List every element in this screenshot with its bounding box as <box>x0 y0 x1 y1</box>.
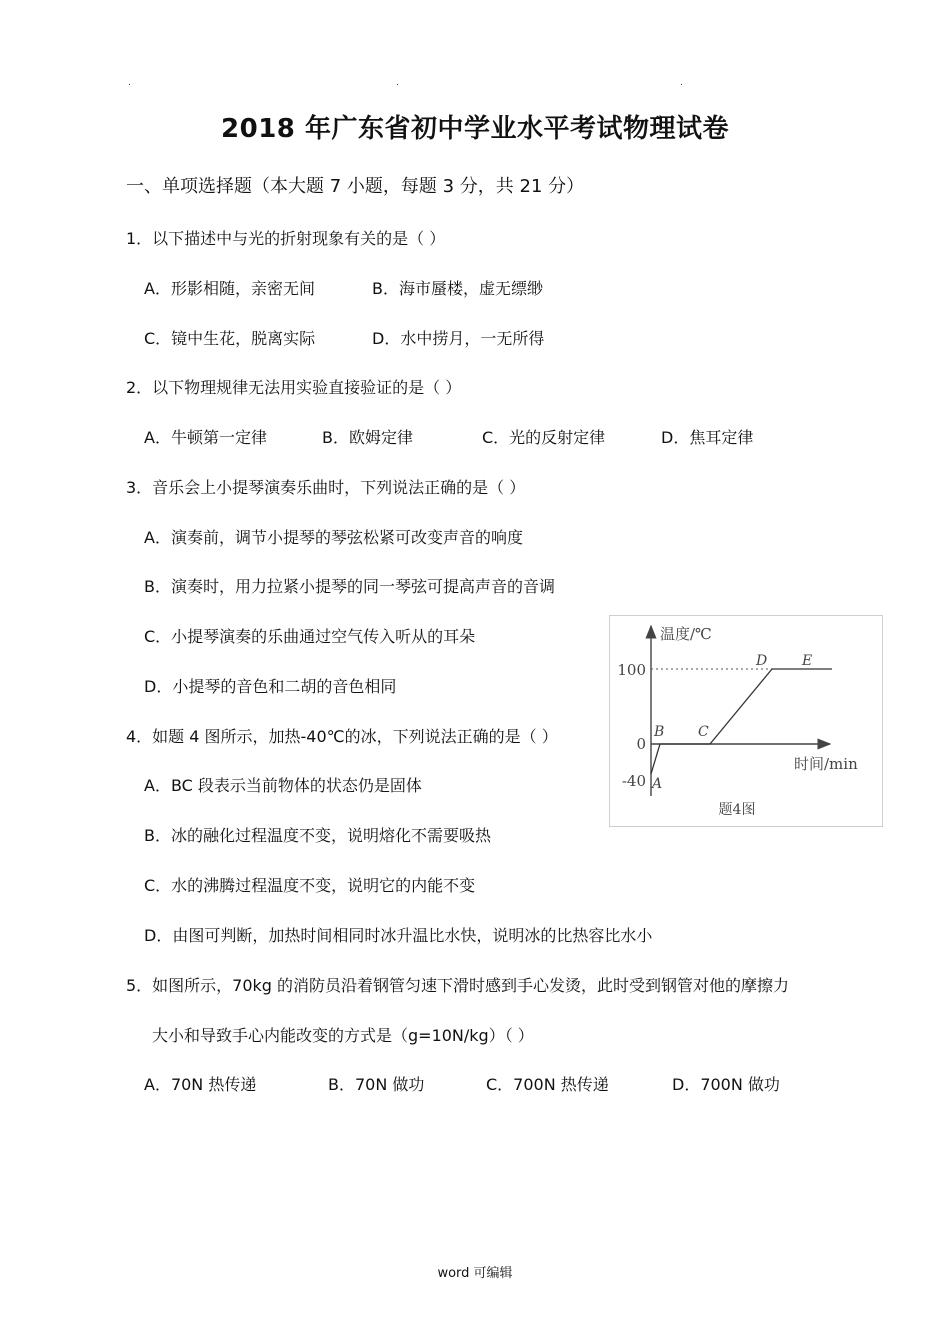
q1-option-b: B．海市蜃楼，虚无缥缈 <box>372 279 543 298</box>
point-label-d: D <box>756 653 768 669</box>
tick-label-0: 0 <box>636 735 646 753</box>
point-label-a: A <box>652 776 663 792</box>
q2-option-d: D．焦耳定律 <box>661 428 754 447</box>
header-dot: . <box>128 78 131 88</box>
figure-caption: 题4图 <box>718 802 756 818</box>
q1-option-d: D．水中捞月，一无所得 <box>372 329 545 348</box>
q5-option-a: A．70N 热传递 <box>144 1075 257 1094</box>
question-5-stem: 5．如图所示，70kg 的消防员沿着钢管匀速下滑时感到手心发烫，此时受到钢管对他的摩擦力 <box>126 976 790 995</box>
q5-option-b: B．70N 做功 <box>328 1075 425 1094</box>
q4-option-a: A．BC 段表示当前物体的状态仍是固体 <box>144 776 422 795</box>
q3-option-d: D．小提琴的音色和二胡的音色相同 <box>144 677 397 696</box>
x-axis-label: 时间/min <box>794 755 858 773</box>
point-label-e: E <box>802 653 813 669</box>
tick-label-100: 100 <box>617 661 646 679</box>
question-4-stem: 4．如题 4 图所示，加热-40℃的冰，下列说法正确的是（ ） <box>126 727 558 746</box>
header-dot: . <box>396 78 399 88</box>
y-axis-label: 温度/℃ <box>660 625 712 643</box>
q1-option-c: C．镜中生花，脱离实际 <box>144 329 316 348</box>
temperature-time-graph <box>610 616 882 826</box>
q4-option-c: C．水的沸腾过程温度不变，说明它的内能不变 <box>144 876 476 895</box>
point-label-c: C <box>698 724 709 740</box>
point-label-b: B <box>654 724 665 740</box>
q4-option-d: D．由图可判断，加热时间相同时冰升温比水快，说明冰的比热容比水小 <box>144 926 653 945</box>
q4-option-b: B．冰的融化过程温度不变，说明熔化不需要吸热 <box>144 826 491 845</box>
page-footer: word 可编辑 <box>437 1266 513 1281</box>
q5-option-c: C．700N 热传递 <box>486 1075 609 1094</box>
question-2-stem: 2．以下物理规律无法用实验直接验证的是（ ） <box>126 378 462 397</box>
q5-option-d: D．700N 做功 <box>672 1075 780 1094</box>
q2-option-c: C．光的反射定律 <box>482 428 606 447</box>
page-title: 2018 年广东省初中学业水平考试物理试卷 <box>221 114 729 144</box>
header-dot: . <box>680 78 683 88</box>
q2-option-a: A．牛顿第一定律 <box>144 428 267 447</box>
q1-option-a: A．形影相随，亲密无间 <box>144 279 315 298</box>
question-1-stem: 1．以下描述中与光的折射现象有关的是（ ） <box>126 229 446 248</box>
section-heading: 一、单项选择题（本大题 7 小题，每题 3 分，共 21 分） <box>126 176 585 197</box>
tick-label-minus40: -40 <box>621 772 646 790</box>
q3-option-c: C．小提琴演奏的乐曲通过空气传入听从的耳朵 <box>144 627 476 646</box>
question-5-stem-continued: 大小和导致手心内能改变的方式是（g=10N/kg）（ ） <box>152 1026 534 1045</box>
q2-option-b: B．欧姆定律 <box>322 428 413 447</box>
question-4-figure <box>609 615 883 827</box>
question-3-stem: 3．音乐会上小提琴演奏乐曲时，下列说法正确的是（ ） <box>126 478 526 497</box>
q3-option-a: A．演奏前，调节小提琴的琴弦松紧可改变声音的响度 <box>144 528 523 547</box>
q3-option-b: B．演奏时，用力拉紧小提琴的同一琴弦可提高声音的音调 <box>144 577 555 596</box>
